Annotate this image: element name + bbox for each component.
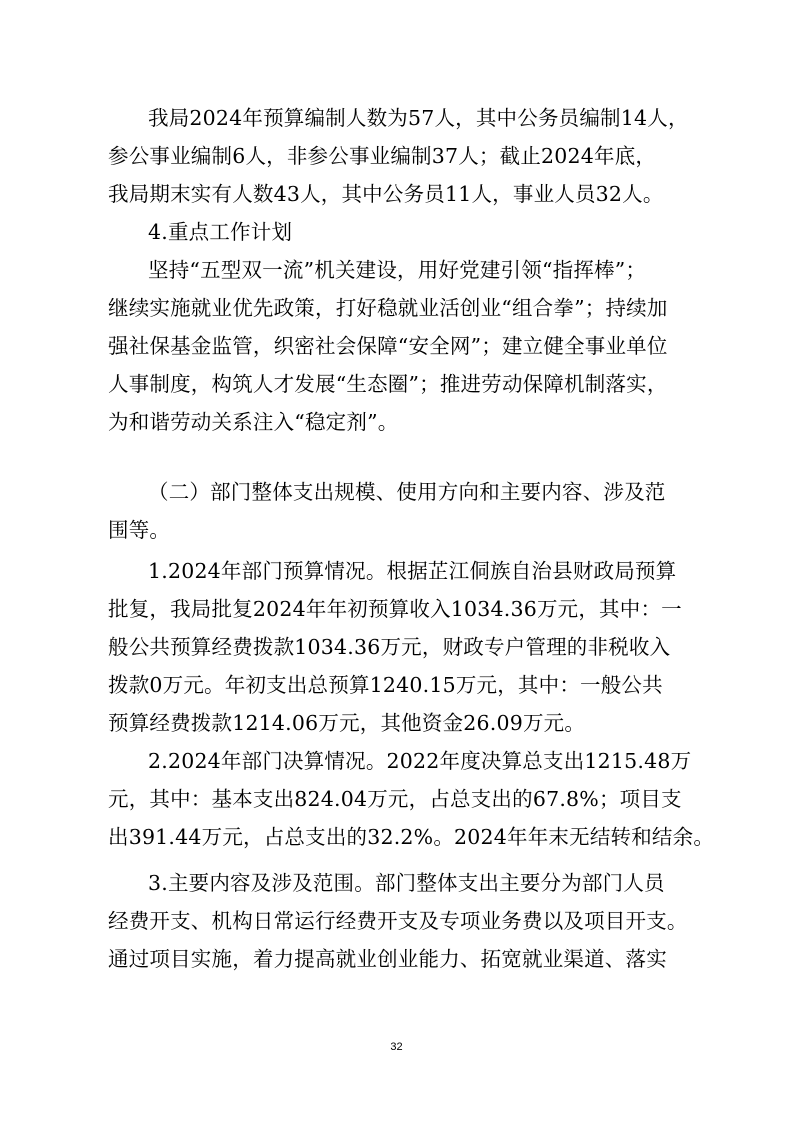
paragraph-line: 元，其中：基本支出824.04万元，占总支出的67.8%；项目支 <box>108 787 682 811</box>
paragraph-line: 通过项目实施，着力提高就业创业能力、拓宽就业渠道、落实 <box>108 947 667 971</box>
page-number: 32 <box>390 1041 403 1053</box>
paragraph-line: 继续实施就业优先政策，打好稳就业活创业“组合拳”；持续加 <box>108 296 668 320</box>
paragraph-line: 我局期末实有人数43人，其中公务员11人，事业人员32人。 <box>108 182 664 206</box>
paragraph-line: 坚持“五型双一流”机关建设，用好党建引领“指挥棒”； <box>148 258 647 282</box>
paragraph-line: 预算经费拨款1214.06万元，其他资金26.09万元。 <box>108 711 586 735</box>
section-heading: 4.重点工作计划 <box>148 220 293 244</box>
paragraph-line: 般公共预算经费拨款1034.36万元，财政专户管理的非税收入 <box>108 635 671 659</box>
paragraph-line: 出391.44万元，占总支出的32.2%。2024年年末无结转和结余。 <box>108 825 715 849</box>
section-heading: （二）部门整体支出规模、使用方向和主要内容、涉及范 <box>148 480 666 504</box>
paragraph-line: 经费开支、机构日常运行经费开支及专项业务费以及项目开支。 <box>108 909 688 933</box>
paragraph-line: 人事制度，构筑人才发展“生态圈”；推进劳动保障机制落实， <box>108 372 668 396</box>
paragraph-line: 2.2024年部门决算情况。2022年度决算总支出1215.48万 <box>148 749 692 773</box>
paragraph-line: 1.2024年部门预算情况。根据芷江侗族自治县财政局预算 <box>148 559 677 583</box>
paragraph-line: 强社保基金监管，织密社会保障“安全网”；建立健全事业单位 <box>108 334 668 358</box>
paragraph-line: 我局2024年预算编制人数为57人，其中公务员编制14人， <box>148 106 689 130</box>
section-heading-continued: 围等。 <box>108 518 171 542</box>
paragraph-line: 参公事业编制6人，非参公事业编制37人；截止2024年底， <box>108 144 657 168</box>
paragraph-line: 拨款0万元。年初支出总预算1240.15万元，其中：一般公共 <box>108 673 663 697</box>
paragraph-line: 3.主要内容及涉及范围。部门整体支出主要分为部门人员 <box>148 871 665 895</box>
paragraph-line: 批复，我局批复2024年年初预算收入1034.36万元，其中：一 <box>108 597 682 621</box>
paragraph-line: 为和谐劳动关系注入“稳定剂”。 <box>108 410 399 434</box>
